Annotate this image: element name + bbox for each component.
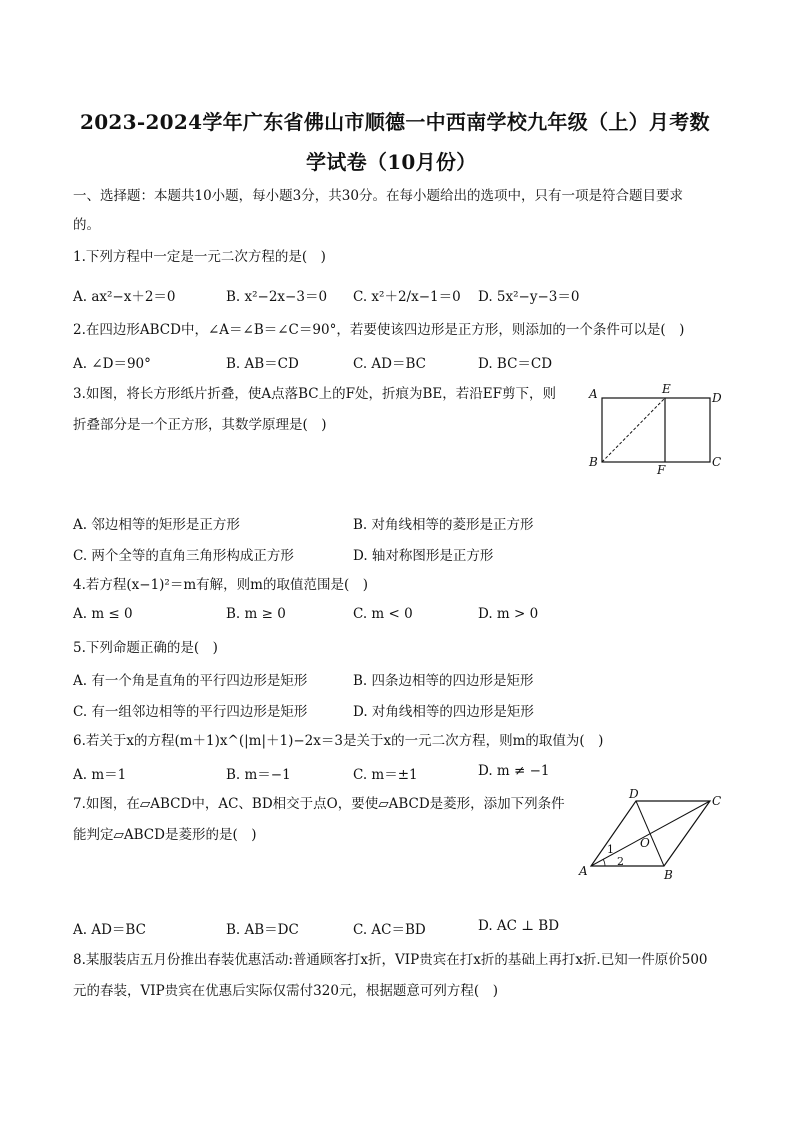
angle-arc bbox=[603, 859, 605, 866]
label-b: B bbox=[589, 455, 598, 469]
label-o: O bbox=[640, 836, 650, 850]
question-6-option-d: D. m ≠ −1 bbox=[478, 763, 550, 779]
question-6-option-b: B. m＝−1 bbox=[226, 767, 291, 783]
question-2-option-c: C. AD＝BC bbox=[353, 356, 427, 372]
exam-title-line2: 学试卷（10月份） bbox=[306, 150, 477, 174]
question-2-stem: 2.在四边形ABCD中，∠A＝∠B＝∠C＝90°，若要使该四边形是正方形，则添加的一个条件可以是( ) bbox=[73, 322, 685, 338]
question-5-option-b: B. 四条边相等的四边形是矩形 bbox=[353, 673, 534, 689]
question-6-option-a: A. m＝1 bbox=[73, 767, 127, 783]
label-c: C bbox=[712, 794, 722, 808]
section-header-line1: 一、选择题：本题共10小题，每小题3分，共30分。在每小题给出的选项中，只有一项是符合题目要求 bbox=[73, 188, 683, 204]
question-3-option-b: B. 对角线相等的菱形是正方形 bbox=[353, 517, 534, 533]
question-2-option-b: B. AB＝CD bbox=[226, 356, 299, 372]
question-1-option-c: C. x²＋2/x−1＝0 bbox=[353, 289, 461, 305]
rectangle-fold-diagram bbox=[586, 384, 726, 480]
question-4-option-b: B. m ≥ 0 bbox=[226, 606, 286, 622]
question-4-option-d: D. m > 0 bbox=[478, 606, 539, 622]
question-4-option-a: A. m ≤ 0 bbox=[73, 606, 133, 622]
parallelogram-diagram bbox=[574, 788, 734, 884]
question-2-option-a: A. ∠D＝90° bbox=[73, 356, 151, 372]
question-5-option-d: D. 对角线相等的四边形是矩形 bbox=[353, 704, 534, 720]
question-1-option-a: A. ax²−x＋2＝0 bbox=[73, 289, 176, 305]
label-d: D bbox=[712, 391, 722, 405]
question-7-option-b: B. AB＝DC bbox=[226, 922, 299, 938]
question-4-option-c: C. m < 0 bbox=[353, 606, 413, 622]
question-3-option-c: C. 两个全等的直角三角形构成正方形 bbox=[73, 548, 294, 564]
question-3-option-d: D. 轴对称图形是正方形 bbox=[353, 548, 494, 564]
question-7-option-a: A. AD＝BC bbox=[73, 922, 146, 938]
question-1-option-b: B. x²−2x−3＝0 bbox=[226, 289, 328, 305]
question-3-stem-line1: 3.如图，将长方形纸片折叠，使A点落BC上的F处，折痕为BE，若沿EF剪下，则 bbox=[73, 386, 556, 402]
question-7-option-c: C. AC＝BD bbox=[353, 922, 426, 938]
question-8-stem-line1: 8.某服装店五月份推出春装优惠活动:普通顾客打x折，VIP贵宾在打x折的基础上再打x折.已知一件原价500 bbox=[73, 952, 708, 968]
crease-be bbox=[602, 398, 665, 462]
label-b: B bbox=[664, 868, 673, 882]
question-3-stem-line2: 折叠部分是一个正方形，其数学原理是( ) bbox=[73, 417, 327, 433]
question-7-figure bbox=[574, 788, 734, 884]
question-5-option-c: C. 有一组邻边相等的平行四边形是矩形 bbox=[73, 704, 308, 720]
question-5-stem: 5.下列命题正确的是( ) bbox=[73, 640, 218, 656]
label-angle-1: 1 bbox=[607, 843, 614, 856]
question-3-figure bbox=[586, 384, 726, 480]
section-header-line2: 的。 bbox=[73, 217, 100, 233]
question-7-option-d: D. AC ⊥ BD bbox=[478, 918, 560, 934]
exam-title-line1: 2023-2024学年广东省佛山市顺德一中西南学校九年级（上）月考数 bbox=[80, 110, 710, 134]
question-6-option-c: C. m＝±1 bbox=[353, 767, 418, 783]
question-1-option-d: D. 5x²−y−3＝0 bbox=[478, 289, 580, 305]
diagonal-bd bbox=[636, 801, 664, 866]
label-angle-2: 2 bbox=[617, 855, 624, 868]
question-1-stem: 1.下列方程中一定是一元二次方程的是( ) bbox=[73, 249, 326, 265]
question-7-stem-line2: 能判定▱ABCD是菱形的是( ) bbox=[73, 827, 257, 843]
question-5-option-a: A. 有一个角是直角的平行四边形是矩形 bbox=[73, 673, 308, 689]
question-7-stem-line1: 7.如图，在▱ABCD中，AC、BD相交于点O，要使▱ABCD是菱形，添加下列条件 bbox=[73, 796, 565, 812]
question-4-stem: 4.若方程(x−1)²＝m有解，则m的取值范围是( ) bbox=[73, 577, 368, 593]
question-2-option-d: D. BC＝CD bbox=[478, 356, 553, 372]
label-a: A bbox=[579, 864, 588, 878]
question-6-stem: 6.若关于x的方程(m＋1)x^(|m|＋1)−2x＝3是关于x的一元二次方程，则m的取值为( ) bbox=[73, 733, 604, 749]
question-8-stem-line2: 元的春装，VIP贵宾在优惠后实际仅需付320元，根据题意可列方程( ) bbox=[73, 983, 498, 999]
label-c: C bbox=[712, 455, 722, 469]
label-f: F bbox=[657, 463, 666, 477]
label-e: E bbox=[662, 384, 671, 396]
question-3-option-a: A. 邻边相等的矩形是正方形 bbox=[73, 517, 240, 533]
label-d: D bbox=[629, 788, 639, 801]
label-a: A bbox=[589, 387, 598, 401]
